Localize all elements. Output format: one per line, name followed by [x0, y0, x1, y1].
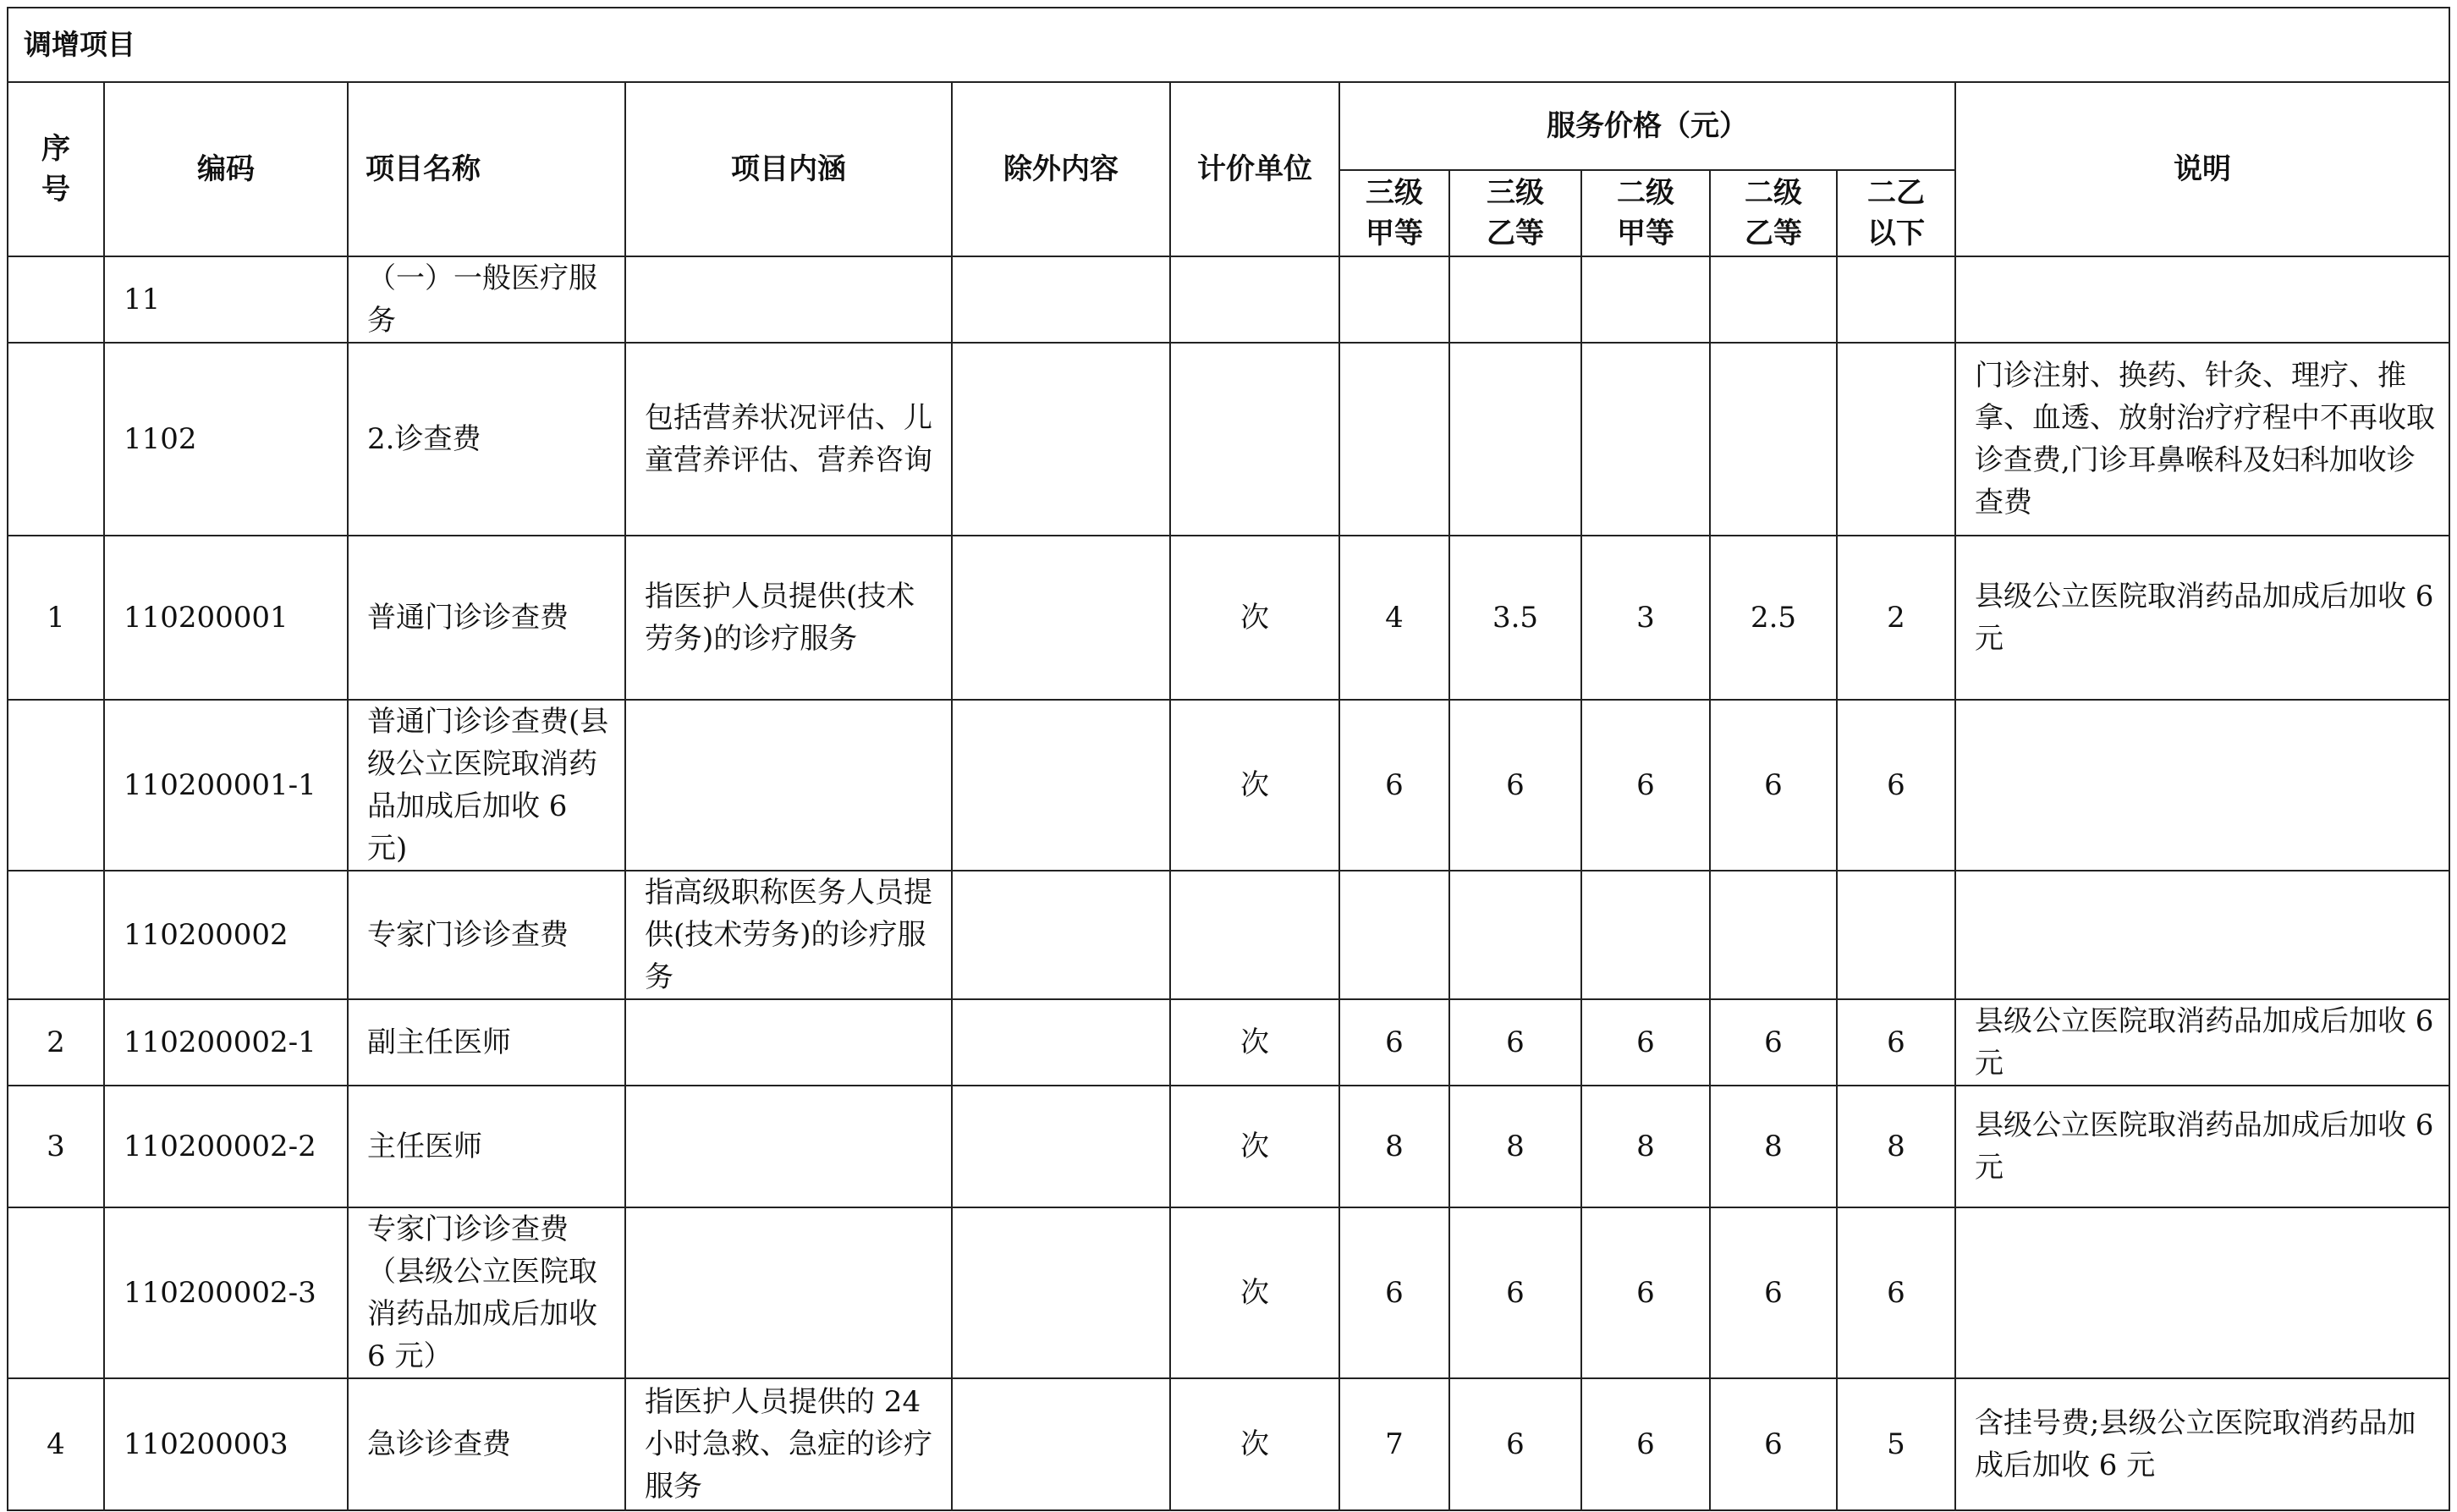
row-excluded [952, 1378, 1170, 1510]
row-unit [1170, 871, 1339, 999]
row-price: 8 [1837, 1086, 1955, 1207]
header-excluded: 除外内容 [952, 82, 1170, 256]
row-unit: 次 [1170, 536, 1339, 700]
row-price [1710, 343, 1837, 536]
row-price: 6 [1339, 999, 1449, 1086]
row-price: 6 [1339, 700, 1449, 871]
row-price: 6 [1449, 1207, 1581, 1378]
table-row [8, 999, 2449, 1086]
row-price: 6 [1837, 999, 1955, 1086]
row-price: 2 [1837, 536, 1955, 700]
row-note: 县级公立医院取消药品加成后加收 6 元 [1955, 1086, 2449, 1207]
row-price [1837, 871, 1955, 999]
row-note: 县级公立医院取消药品加成后加收 6 元 [1955, 999, 2449, 1086]
row-name: 普通门诊诊查费 [348, 536, 625, 700]
row-excluded [952, 700, 1170, 871]
row-seq [8, 343, 104, 536]
row-excluded [952, 536, 1170, 700]
row-note: 含挂号费;县级公立医院取消药品加成后加收 6 元 [1955, 1378, 2449, 1510]
header-code: 编码 [104, 82, 348, 256]
row-seq [8, 256, 104, 343]
row-seq: 2 [8, 999, 104, 1086]
row-content: 指医护人员提供的 24 小时急救、急症的诊疗服务 [625, 1378, 952, 1510]
header-price-level: 三级乙等 [1449, 170, 1581, 256]
row-excluded [952, 999, 1170, 1086]
table-row [8, 256, 2449, 343]
row-name: 急诊诊查费 [348, 1378, 625, 1510]
row-content: 指高级职称医务人员提供(技术劳务)的诊疗服务 [625, 871, 952, 999]
row-excluded [952, 1086, 1170, 1207]
row-price [1710, 871, 1837, 999]
row-price: 8 [1449, 1086, 1581, 1207]
row-name: 普通门诊诊查费(县级公立医院取消药品加成后加收 6 元) [348, 700, 625, 871]
row-content [625, 256, 952, 343]
row-note: 门诊注射、换药、针灸、理疗、推拿、血透、放射治疗疗程中不再收取诊查费,门诊耳鼻喉科及妇科加收诊查费 [1955, 343, 2449, 536]
row-price: 3 [1581, 536, 1710, 700]
row-content [625, 700, 952, 871]
row-note [1955, 700, 2449, 871]
row-unit: 次 [1170, 999, 1339, 1086]
price-table-document [7, 7, 2449, 1511]
row-code: 1102 [104, 343, 348, 536]
header-price-level: 二乙以下 [1837, 170, 1955, 256]
row-price: 8 [1339, 1086, 1449, 1207]
table-row [8, 871, 2449, 999]
row-name: （一）一般医疗服务 [348, 256, 625, 343]
row-code: 11 [104, 256, 348, 343]
row-price: 6 [1710, 1378, 1837, 1510]
table-row [8, 1086, 2449, 1207]
row-price [1710, 256, 1837, 343]
row-note [1955, 256, 2449, 343]
row-price: 7 [1339, 1378, 1449, 1510]
header-note: 说明 [1955, 82, 2449, 256]
header-name: 项目名称 [348, 82, 625, 256]
row-seq [8, 1207, 104, 1378]
row-price: 6 [1710, 1207, 1837, 1378]
table-body [8, 256, 2449, 1510]
row-price: 6 [1581, 1378, 1710, 1510]
header-price-group: 服务价格（元） [1339, 82, 1955, 170]
row-price: 2.5 [1710, 536, 1837, 700]
row-unit: 次 [1170, 1207, 1339, 1378]
row-price [1581, 871, 1710, 999]
table-row [8, 1207, 2449, 1378]
row-unit: 次 [1170, 1378, 1339, 1510]
row-unit: 次 [1170, 700, 1339, 871]
row-price: 6 [1581, 1207, 1710, 1378]
row-excluded [952, 1207, 1170, 1378]
row-name: 副主任医师 [348, 999, 625, 1086]
row-code: 110200003 [104, 1378, 348, 1510]
row-excluded [952, 871, 1170, 999]
row-code: 110200002-3 [104, 1207, 348, 1378]
row-price [1837, 256, 1955, 343]
row-code: 110200002 [104, 871, 348, 999]
header-unit: 计价单位 [1170, 82, 1339, 256]
row-content [625, 1086, 952, 1207]
row-price [1339, 343, 1449, 536]
row-content [625, 999, 952, 1086]
row-price: 6 [1581, 700, 1710, 871]
row-seq: 1 [8, 536, 104, 700]
table-row [8, 1378, 2449, 1510]
row-price [1339, 256, 1449, 343]
row-unit: 次 [1170, 1086, 1339, 1207]
row-note [1955, 1207, 2449, 1378]
row-price: 8 [1710, 1086, 1837, 1207]
row-seq [8, 700, 104, 871]
row-price: 4 [1339, 536, 1449, 700]
row-price [1449, 343, 1581, 536]
row-name: 专家门诊诊查费（县级公立医院取消药品加成后加收 6 元） [348, 1207, 625, 1378]
section-title-row [8, 8, 2449, 82]
row-price: 6 [1339, 1207, 1449, 1378]
price-table [7, 7, 2450, 1511]
header-seq: 序号 [8, 82, 104, 256]
row-price: 6 [1449, 999, 1581, 1086]
row-price: 3.5 [1449, 536, 1581, 700]
row-unit [1170, 256, 1339, 343]
header-row-1 [8, 82, 2449, 170]
row-price [1581, 343, 1710, 536]
table-row [8, 700, 2449, 871]
row-price: 6 [1837, 1207, 1955, 1378]
row-price: 6 [1710, 700, 1837, 871]
table-row [8, 343, 2449, 536]
row-price [1449, 256, 1581, 343]
row-seq: 3 [8, 1086, 104, 1207]
row-unit [1170, 343, 1339, 536]
header-content: 项目内涵 [625, 82, 952, 256]
row-excluded [952, 256, 1170, 343]
section-title: 调增项目 [8, 8, 2449, 82]
header-price-level: 三级甲等 [1339, 170, 1449, 256]
row-note: 县级公立医院取消药品加成后加收 6 元 [1955, 536, 2449, 700]
row-name: 主任医师 [348, 1086, 625, 1207]
table-row [8, 536, 2449, 700]
row-price: 8 [1581, 1086, 1710, 1207]
row-code: 110200002-1 [104, 999, 348, 1086]
row-price: 6 [1449, 700, 1581, 871]
row-note [1955, 871, 2449, 999]
row-code: 110200002-2 [104, 1086, 348, 1207]
row-name: 专家门诊诊查费 [348, 871, 625, 999]
row-price: 6 [1710, 999, 1837, 1086]
row-price: 6 [1581, 999, 1710, 1086]
row-price [1837, 343, 1955, 536]
row-price [1449, 871, 1581, 999]
header-price-level: 二级乙等 [1710, 170, 1837, 256]
row-seq: 4 [8, 1378, 104, 1510]
row-price: 5 [1837, 1378, 1955, 1510]
row-price [1581, 256, 1710, 343]
row-content [625, 1207, 952, 1378]
row-price: 6 [1837, 700, 1955, 871]
row-price: 6 [1449, 1378, 1581, 1510]
row-price [1339, 871, 1449, 999]
row-code: 110200001 [104, 536, 348, 700]
row-excluded [952, 343, 1170, 536]
row-seq [8, 871, 104, 999]
row-code: 110200001-1 [104, 700, 348, 871]
row-content: 包括营养状况评估、儿童营养评估、营养咨询 [625, 343, 952, 536]
row-name: 2.诊查费 [348, 343, 625, 536]
header-price-level: 二级甲等 [1581, 170, 1710, 256]
row-content: 指医护人员提供(技术劳务)的诊疗服务 [625, 536, 952, 700]
